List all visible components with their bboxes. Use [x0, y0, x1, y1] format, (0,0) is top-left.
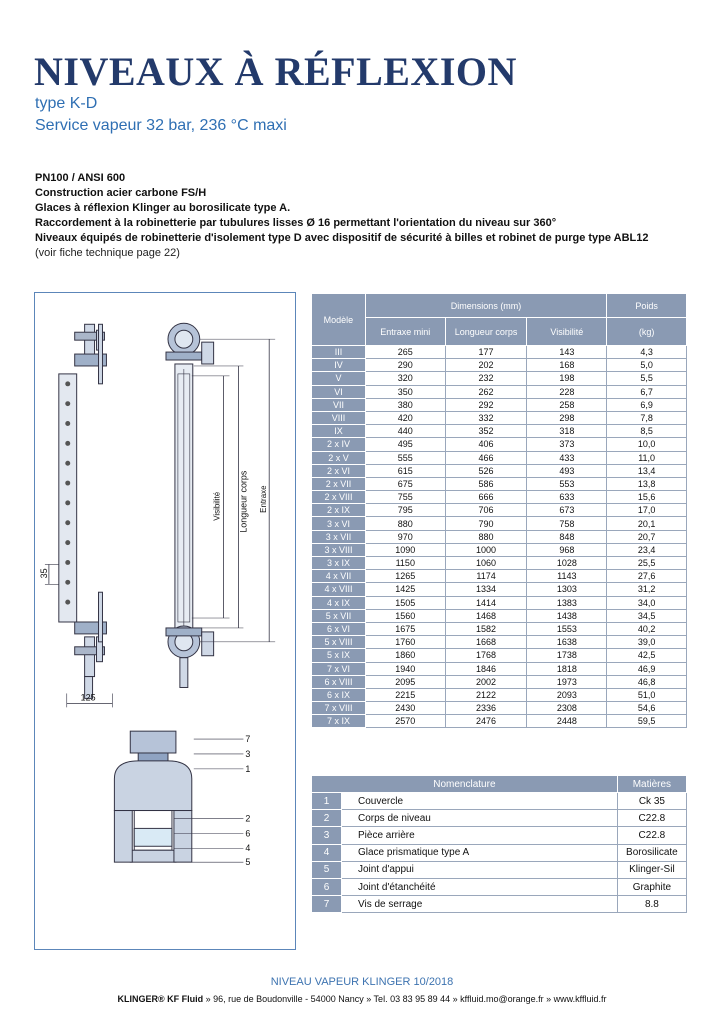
subtitle-type: type K-D — [35, 95, 98, 112]
cell-longueur: 2336 — [445, 702, 527, 715]
cell-visibilite: 143 — [527, 346, 607, 359]
cell-entraxe: 795 — [365, 504, 445, 517]
cell-poids: 13,8 — [607, 477, 687, 490]
callout-7: 7 — [245, 734, 251, 745]
table-row — [312, 583, 687, 596]
cell-poids: 11,0 — [607, 451, 687, 464]
nomenclature-table — [311, 775, 687, 913]
cell-poids: 15,6 — [607, 491, 687, 504]
table-row — [312, 649, 687, 662]
cell-poids: 5,0 — [607, 359, 687, 372]
cell-longueur: 1668 — [445, 636, 527, 649]
cell-visibilite: 848 — [527, 530, 607, 543]
cell-poids: 6,9 — [607, 398, 687, 411]
cell-visibilite: 1553 — [527, 622, 607, 635]
table-row — [312, 557, 687, 570]
cell-longueur: 1174 — [445, 570, 527, 583]
cell-poids: 5,5 — [607, 372, 687, 385]
cell-modele: V — [312, 372, 366, 385]
cell-item-number: 6 — [312, 878, 342, 895]
table-row — [312, 878, 687, 895]
cell-entraxe: 1150 — [365, 557, 445, 570]
cell-longueur: 2002 — [445, 675, 527, 688]
cell-modele: 5 x VII — [312, 609, 366, 622]
table-row — [312, 596, 687, 609]
callout-2: 2 — [245, 813, 251, 824]
cell-modele: VII — [312, 398, 366, 411]
cell-entraxe: 2215 — [365, 688, 445, 701]
cell-entraxe: 380 — [365, 398, 445, 411]
cell-visibilite: 1143 — [527, 570, 607, 583]
cell-modele: 3 x VII — [312, 530, 366, 543]
cell-item-material: Klinger-Sil — [617, 861, 686, 878]
cell-poids: 4,3 — [607, 346, 687, 359]
cell-item-number: 3 — [312, 827, 342, 844]
table-row — [312, 793, 687, 810]
cell-entraxe: 350 — [365, 385, 445, 398]
cell-modele: 5 x VIII — [312, 636, 366, 649]
cell-poids: 54,6 — [607, 702, 687, 715]
table-row — [312, 896, 687, 913]
dimensions-table-body — [312, 346, 687, 728]
cell-entraxe: 970 — [365, 530, 445, 543]
cell-longueur: 1000 — [445, 543, 527, 556]
cell-longueur: 790 — [445, 517, 527, 530]
cell-entraxe: 420 — [365, 411, 445, 424]
cell-modele: 7 x IX — [312, 715, 366, 728]
cell-modele: 4 x IX — [312, 596, 366, 609]
dim-35-label: 35 — [38, 568, 49, 579]
footer-address: » 96, rue de Boudonville - 54000 Nancy » Tel. 03 83 95 89 44 » kffluid.mo@orange.fr » www.kffluid.fr — [203, 994, 607, 1004]
page-title: NIVEAUX À RÉFLEXION — [34, 49, 517, 94]
table-row — [312, 517, 687, 530]
header-nomenclature: Nomenclature — [312, 776, 618, 793]
callout-3: 3 — [245, 748, 251, 759]
header-entraxe-mini: Entraxe mini — [365, 318, 445, 346]
cell-poids: 23,4 — [607, 543, 687, 556]
table-row — [312, 504, 687, 517]
specifications — [35, 171, 695, 261]
cell-longueur: 2122 — [445, 688, 527, 701]
cell-item-material: Borosilicate — [617, 844, 686, 861]
cell-modele: 5 x IX — [312, 649, 366, 662]
table-row — [312, 346, 687, 359]
table-row — [312, 425, 687, 438]
footer-brand: KLINGER® KF Fluid — [117, 994, 204, 1004]
cell-entraxe: 880 — [365, 517, 445, 530]
cell-visibilite: 1738 — [527, 649, 607, 662]
cell-poids: 42,5 — [607, 649, 687, 662]
cell-longueur: 292 — [445, 398, 527, 411]
spec-pressure-class: PN100 / ANSI 600 — [35, 172, 126, 184]
cell-entraxe: 755 — [365, 491, 445, 504]
table-row — [312, 398, 687, 411]
cell-longueur: 177 — [445, 346, 527, 359]
cell-modele: IV — [312, 359, 366, 372]
cell-visibilite: 1383 — [527, 596, 607, 609]
cell-longueur: 232 — [445, 372, 527, 385]
cell-visibilite: 1028 — [527, 557, 607, 570]
cell-modele: 7 x VI — [312, 662, 366, 675]
table-row — [312, 662, 687, 675]
cell-longueur: 202 — [445, 359, 527, 372]
table-row — [312, 530, 687, 543]
cell-item-name: Corps de niveau — [342, 810, 618, 827]
cell-visibilite: 2448 — [527, 715, 607, 728]
cell-poids: 17,0 — [607, 504, 687, 517]
table-row — [312, 411, 687, 424]
footer-contact — [0, 994, 724, 1004]
cell-poids: 10,0 — [607, 438, 687, 451]
cell-entraxe: 265 — [365, 346, 445, 359]
table-row — [312, 702, 687, 715]
cell-modele: III — [312, 346, 366, 359]
cell-entraxe: 1860 — [365, 649, 445, 662]
table-row — [312, 622, 687, 635]
cell-item-name: Joint d'appui — [342, 861, 618, 878]
cell-longueur: 880 — [445, 530, 527, 543]
cell-entraxe: 1090 — [365, 543, 445, 556]
cell-poids: 31,2 — [607, 583, 687, 596]
cell-item-number: 2 — [312, 810, 342, 827]
cell-entraxe: 495 — [365, 438, 445, 451]
table-row — [312, 861, 687, 878]
cell-poids: 8,5 — [607, 425, 687, 438]
header-longueur-corps: Longueur corps — [445, 318, 527, 346]
cell-longueur: 352 — [445, 425, 527, 438]
subtitle-service: Service vapeur 32 bar, 236 °C maxi — [35, 117, 287, 134]
cell-poids: 34,0 — [607, 596, 687, 609]
cell-visibilite: 373 — [527, 438, 607, 451]
cell-modele: 2 x IX — [312, 504, 366, 517]
table-row — [312, 543, 687, 556]
table-row — [312, 609, 687, 622]
label-longueur-corps: Longueur corps — [238, 470, 249, 533]
cell-visibilite: 1973 — [527, 675, 607, 688]
cell-item-name: Vis de serrage — [342, 896, 618, 913]
cell-item-material: Ck 35 — [617, 793, 686, 810]
cell-modele: 2 x IV — [312, 438, 366, 451]
cell-poids: 46,9 — [607, 662, 687, 675]
cell-entraxe: 2570 — [365, 715, 445, 728]
table-row — [312, 464, 687, 477]
spec-connection: Raccordement à la robinetterie par tubulures lisses Ø 16 permettant l'orientation du niveau sur 360° — [35, 217, 557, 229]
cell-longueur: 1846 — [445, 662, 527, 675]
cell-entraxe: 1505 — [365, 596, 445, 609]
table-row — [312, 372, 687, 385]
cell-visibilite: 2308 — [527, 702, 607, 715]
cell-poids: 39,0 — [607, 636, 687, 649]
cell-longueur: 1768 — [445, 649, 527, 662]
cell-poids: 6,7 — [607, 385, 687, 398]
table-row — [312, 810, 687, 827]
cell-visibilite: 1438 — [527, 609, 607, 622]
cell-visibilite: 2093 — [527, 688, 607, 701]
label-entraxe: Entraxe — [259, 485, 269, 513]
cell-modele: 3 x IX — [312, 557, 366, 570]
cell-longueur: 1468 — [445, 609, 527, 622]
spec-valves: Niveaux équipés de robinetterie d'isolement type D avec dispositif de sécurité à billes et robinet de purge type ABL12 — [35, 232, 649, 244]
table-row — [312, 491, 687, 504]
spec-construction: Construction acier carbone FS/H — [35, 187, 207, 199]
cell-longueur: 1414 — [445, 596, 527, 609]
cell-visibilite: 298 — [527, 411, 607, 424]
table-row — [312, 636, 687, 649]
cell-entraxe: 1265 — [365, 570, 445, 583]
table-row — [312, 570, 687, 583]
cell-entraxe: 1675 — [365, 622, 445, 635]
cell-visibilite: 673 — [527, 504, 607, 517]
cell-longueur: 666 — [445, 491, 527, 504]
cell-poids: 20,1 — [607, 517, 687, 530]
cell-item-number: 5 — [312, 861, 342, 878]
cell-item-name: Pièce arrière — [342, 827, 618, 844]
cell-visibilite: 758 — [527, 517, 607, 530]
cell-modele: 6 x VI — [312, 622, 366, 635]
cell-entraxe: 1560 — [365, 609, 445, 622]
label-visibilite: Visibilité — [212, 491, 222, 521]
cell-longueur: 526 — [445, 464, 527, 477]
header-dimensions: Dimensions (mm) — [365, 294, 606, 318]
cell-poids: 51,0 — [607, 688, 687, 701]
section-view — [114, 731, 191, 862]
table-row — [312, 715, 687, 728]
header-modele: Modèle — [312, 294, 366, 346]
cell-item-number: 7 — [312, 896, 342, 913]
cell-modele: 2 x VII — [312, 477, 366, 490]
table-row — [312, 844, 687, 861]
cell-visibilite: 198 — [527, 372, 607, 385]
callout-4: 4 — [245, 843, 251, 854]
cell-modele: 7 x VIII — [312, 702, 366, 715]
callout-5: 5 — [245, 857, 251, 868]
cell-item-number: 4 — [312, 844, 342, 861]
cell-item-name: Joint d'étanchéité — [342, 878, 618, 895]
cell-poids: 40,2 — [607, 622, 687, 635]
cell-item-material: C22.8 — [617, 827, 686, 844]
table-row — [312, 688, 687, 701]
cell-modele: 2 x V — [312, 451, 366, 464]
cell-poids: 46,8 — [607, 675, 687, 688]
cell-entraxe: 555 — [365, 451, 445, 464]
cell-visibilite: 1638 — [527, 636, 607, 649]
cell-item-material: 8.8 — [617, 896, 686, 913]
cell-longueur: 1060 — [445, 557, 527, 570]
footer-title: NIVEAU VAPEUR KLINGER 10/2018 — [270, 976, 454, 988]
cell-modele: VIII — [312, 411, 366, 424]
table-row — [312, 675, 687, 688]
cell-modele: IX — [312, 425, 366, 438]
table-row — [312, 385, 687, 398]
technical-drawing — [34, 292, 296, 950]
cell-entraxe: 2095 — [365, 675, 445, 688]
cell-modele: 2 x VIII — [312, 491, 366, 504]
cell-longueur: 466 — [445, 451, 527, 464]
cell-longueur: 586 — [445, 477, 527, 490]
cell-poids: 7,8 — [607, 411, 687, 424]
cell-entraxe: 1760 — [365, 636, 445, 649]
cell-poids: 25,5 — [607, 557, 687, 570]
cell-modele: 4 x VIII — [312, 583, 366, 596]
cell-item-name: Glace prismatique type A — [342, 844, 618, 861]
cell-visibilite: 228 — [527, 385, 607, 398]
cell-poids: 13,4 — [607, 464, 687, 477]
cell-entraxe: 440 — [365, 425, 445, 438]
cell-visibilite: 633 — [527, 491, 607, 504]
callout-6: 6 — [245, 828, 251, 839]
cell-visibilite: 433 — [527, 451, 607, 464]
cell-poids: 20,7 — [607, 530, 687, 543]
cell-item-number: 1 — [312, 793, 342, 810]
cell-poids: 59,5 — [607, 715, 687, 728]
cell-entraxe: 675 — [365, 477, 445, 490]
cell-entraxe: 320 — [365, 372, 445, 385]
table-row — [312, 827, 687, 844]
table-row — [312, 359, 687, 372]
cell-visibilite: 168 — [527, 359, 607, 372]
cell-modele: 3 x VIII — [312, 543, 366, 556]
cell-item-name: Couvercle — [342, 793, 618, 810]
cell-visibilite: 968 — [527, 543, 607, 556]
cell-longueur: 332 — [445, 411, 527, 424]
spec-reference: (voir fiche technique page 22) — [35, 247, 180, 259]
table-row — [312, 438, 687, 451]
cell-modele: 4 x VII — [312, 570, 366, 583]
dimensions-table — [311, 293, 687, 728]
cell-visibilite: 493 — [527, 464, 607, 477]
header-matieres: Matières — [617, 776, 686, 793]
cell-longueur: 262 — [445, 385, 527, 398]
cell-modele: VI — [312, 385, 366, 398]
spec-glass: Glaces à réflexion Klinger au borosilicate type A. — [35, 202, 291, 214]
cell-entraxe: 2430 — [365, 702, 445, 715]
table-row — [312, 451, 687, 464]
header-poids: Poids — [607, 294, 687, 318]
cell-longueur: 406 — [445, 438, 527, 451]
cell-visibilite: 258 — [527, 398, 607, 411]
cell-longueur: 1334 — [445, 583, 527, 596]
cell-modele: 3 x VI — [312, 517, 366, 530]
cell-entraxe: 290 — [365, 359, 445, 372]
cell-modele: 6 x IX — [312, 688, 366, 701]
cell-item-material: C22.8 — [617, 810, 686, 827]
cell-entraxe: 1940 — [365, 662, 445, 675]
callout-1: 1 — [245, 763, 251, 774]
header-kg: (kg) — [607, 318, 687, 346]
dim-125-label: 125 — [80, 692, 96, 703]
cell-modele: 6 x VIII — [312, 675, 366, 688]
cell-longueur: 706 — [445, 504, 527, 517]
cell-longueur: 2476 — [445, 715, 527, 728]
cell-visibilite: 553 — [527, 477, 607, 490]
header-visibilite: Visibilité — [527, 318, 607, 346]
nomenclature-table-body — [312, 793, 687, 913]
cell-item-material: Graphite — [617, 878, 686, 895]
drawing-svg — [35, 293, 295, 949]
cell-entraxe: 1425 — [365, 583, 445, 596]
side-view — [45, 324, 112, 707]
cell-poids: 27,6 — [607, 570, 687, 583]
cell-visibilite: 318 — [527, 425, 607, 438]
cell-entraxe: 615 — [365, 464, 445, 477]
cell-visibilite: 1303 — [527, 583, 607, 596]
cell-modele: 2 x VI — [312, 464, 366, 477]
cell-longueur: 1582 — [445, 622, 527, 635]
cell-visibilite: 1818 — [527, 662, 607, 675]
table-row — [312, 477, 687, 490]
cell-poids: 34,5 — [607, 609, 687, 622]
